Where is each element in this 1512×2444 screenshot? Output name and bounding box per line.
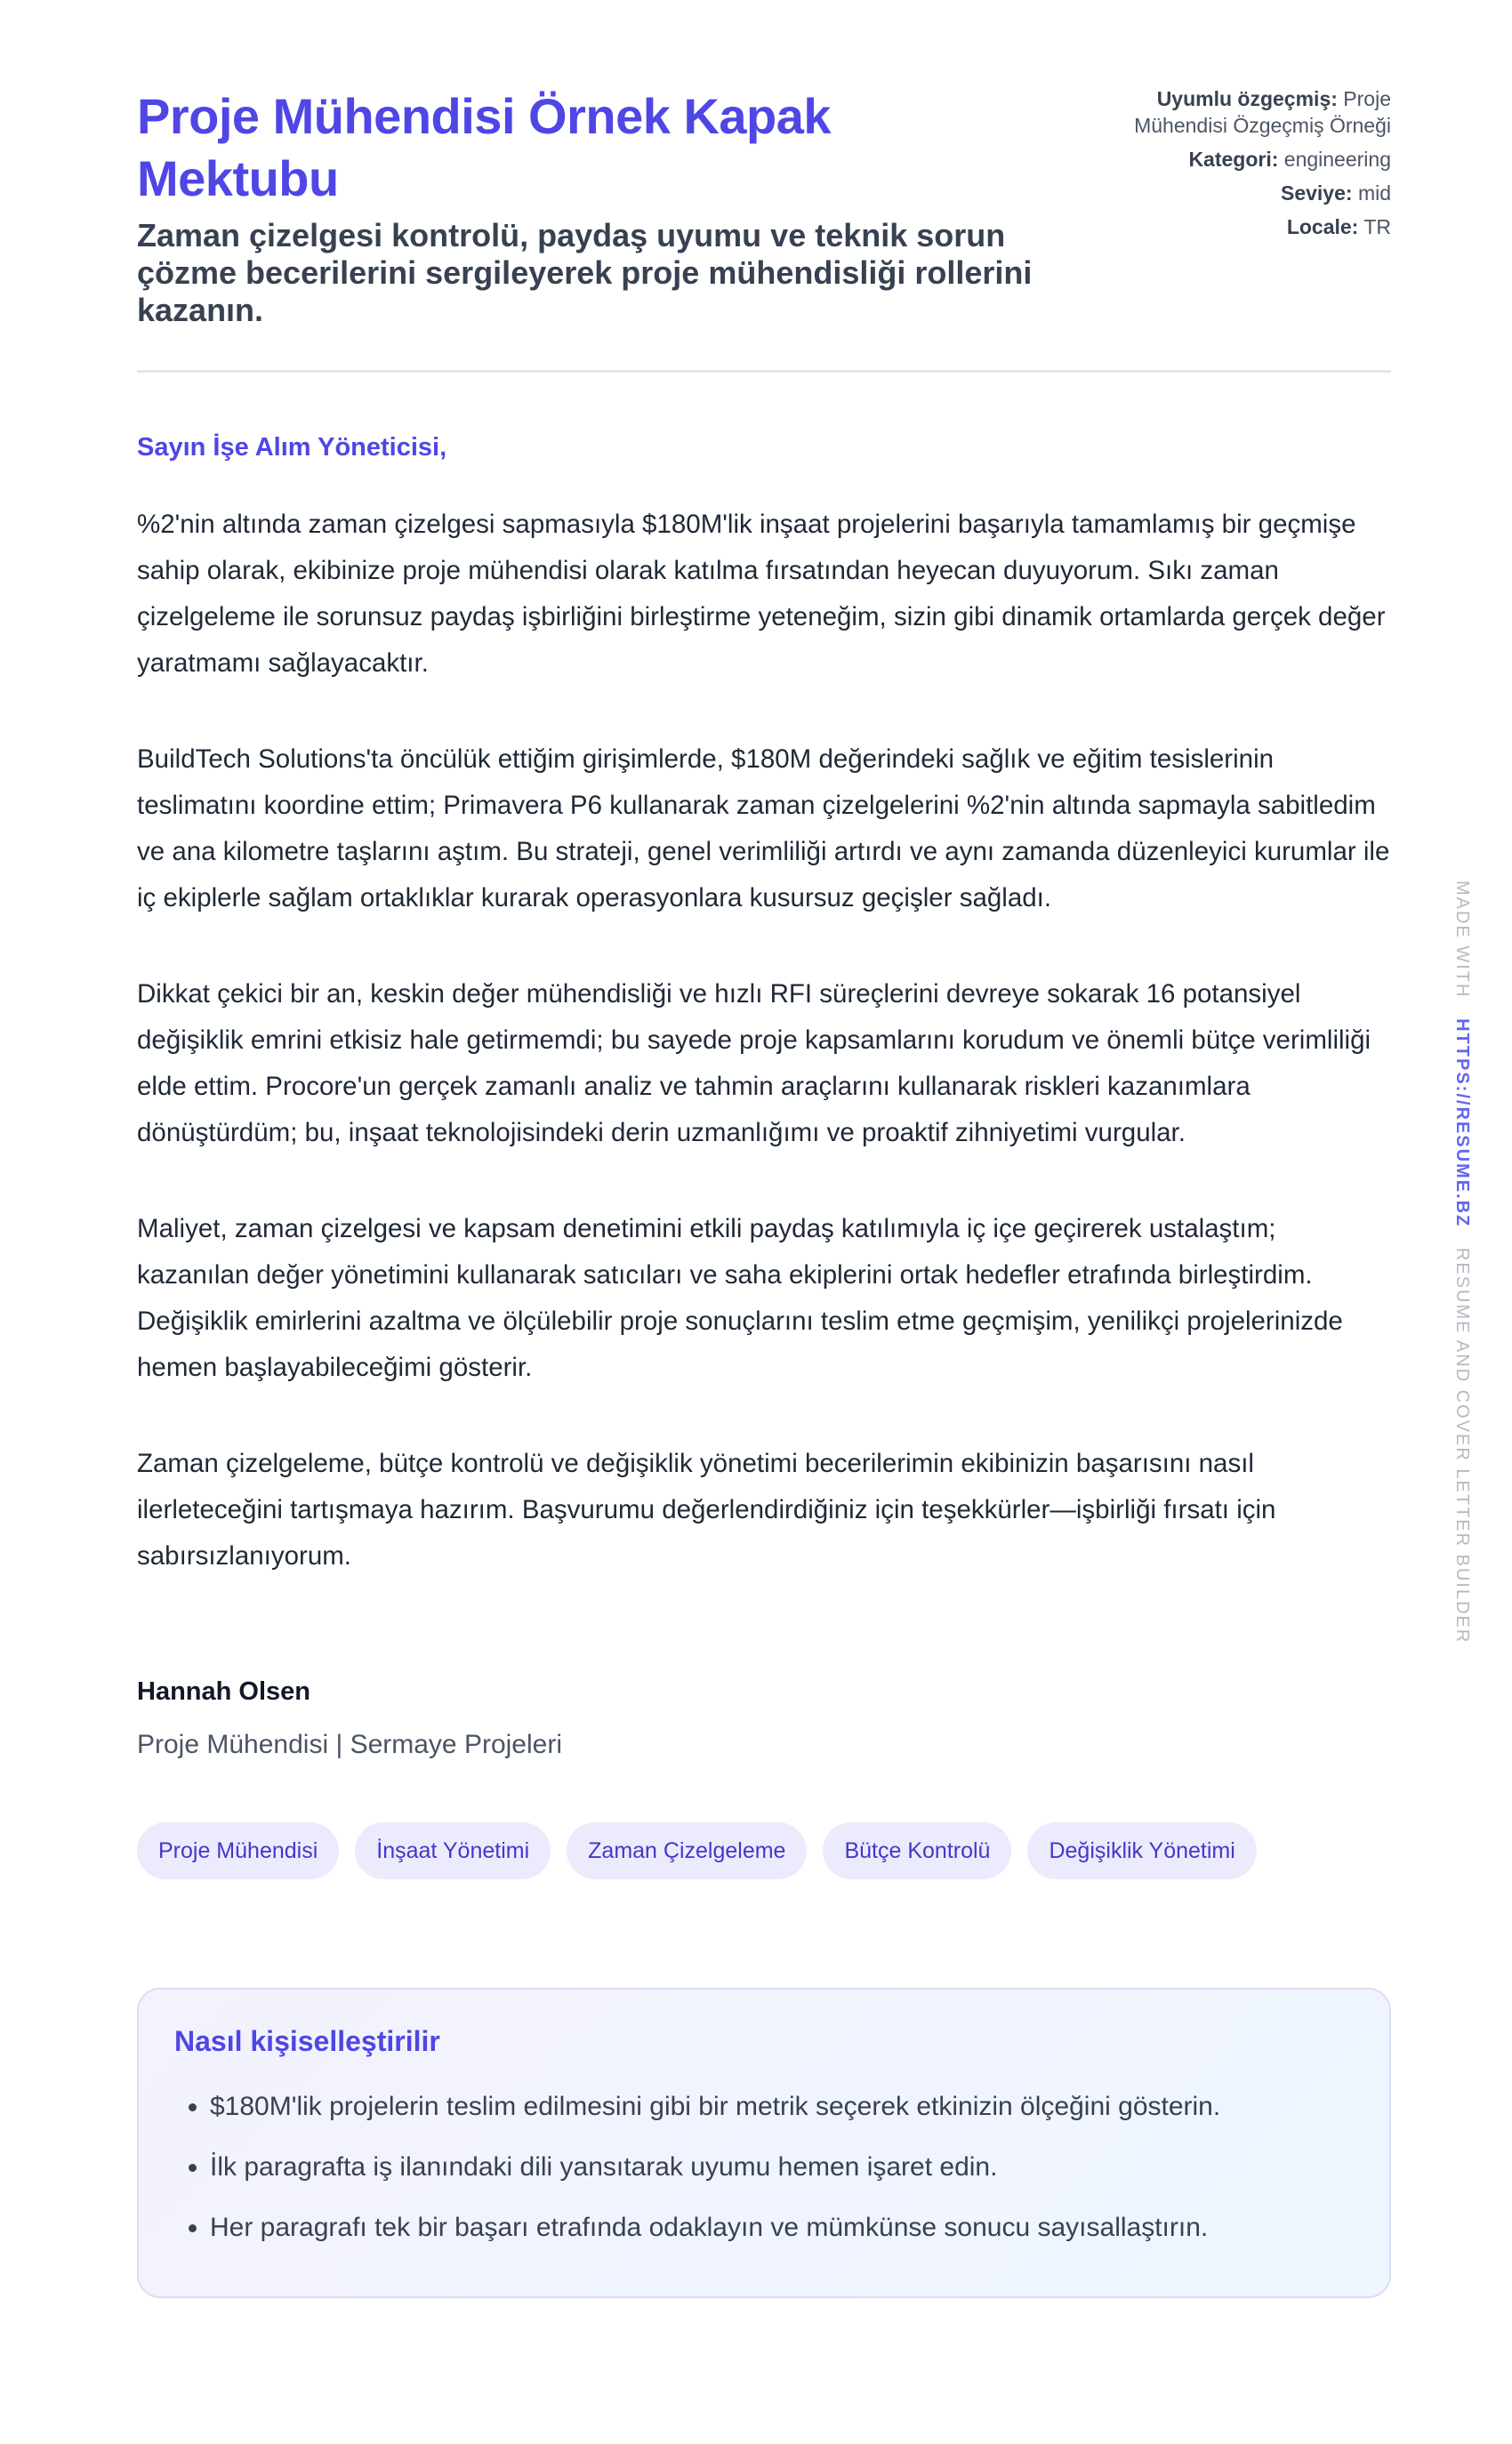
tip-item: • $180M'lik projelerin teslim edilmesini gibi bir metrik seçerek etkinizin ölçeğini gösterin. (210, 2088, 1354, 2126)
tip-item: • Her paragrafı tek bir başarı etrafında odaklayın ve mümkünse sonucu sayısallaştırın. (210, 2209, 1354, 2247)
meta-value: TR (1363, 215, 1391, 238)
meta-label: Seviye: (1280, 181, 1353, 205)
signature-role: Proje Mühendisi | Sermaye Projeleri (137, 1730, 562, 1759)
watermark-prefix: MADE WITH (1452, 880, 1472, 999)
meta-label: Kategori: (1188, 148, 1279, 171)
page-subtitle: Zaman çizelgesi kontrolü, paydaş uyumu ve teknik sorun çözme becerilerini sergileyerek proje mühendisliği rollerini kazanın. (137, 217, 1033, 328)
paragraph: Maliyet, zaman çizelgesi ve kapsam denetimini etkili paydaş katılımıyla iç içe geçirerek ustalaştım; kazanılan değer yönetimini kullanarak satıcıları ve saha ekiplerini ortak hedefler etrafında birleştirdim. Değişiklik emirlerini azaltma ve ölçülebilir proje sonuçlarını teslim etme geçmişim, yenilikçi projelerinizde hemen başlayabileceğimi gösterir. (137, 1214, 1343, 1382)
tips-list (174, 2088, 1354, 2247)
tag[interactable]: Proje Mühendisi (137, 1822, 339, 1879)
meta-level (1098, 180, 1391, 206)
paragraph: Dikkat çekici bir an, keskin değer mühendisliği ve hızlı RFI süreçlerini devreye sokarak 16 potansiyel değişiklik emrini etkisiz hale getirmemdi; bu sayede proje kapsamlarını korudum ve önemli bütçe verimliliği elde ettim. Procore'un gerçek zamanlı analiz ve tahmin araçlarını kullanarak riskleri kazanımlara dönüştürdüm; bu, inşaat teknolojisindeki derin uzmanlığımı ve proaktif zihniyetimi vurgular. (137, 979, 1371, 1147)
watermark-suffix: RESUME AND COVER LETTER BUILDER (1452, 1247, 1472, 1644)
meta-value: mid (1357, 181, 1391, 205)
tag-list (137, 1822, 1391, 1879)
paragraph: BuildTech Solutions'ta öncülük ettiğim girişimlerde, $180M değerindeki sağlık ve eğitim tesislerinin teslimatını koordine ettim; Primavera P6 kullanarak zaman çizelgelerini %2'nin altında sapmayla sabitledim ve ana kilometre taşlarını aştım. Bu strateji, genel verimliliği artırdı ve aynı zamanda düzenleyici kurumlar ile iç ekiplerle sağlam ortaklıklar kurarak operasyonlara kusursuz geçişler sağladı. (137, 744, 1390, 912)
meta-compatible-resume (1098, 85, 1391, 139)
watermark-text (1448, 880, 1476, 1644)
page-title: Proje Mühendisi Örnek Kapak Mektubu (137, 88, 832, 206)
meta-label: Locale: (1286, 215, 1359, 238)
meta-value[interactable]: Proje Mühendisi Özgeçmiş Örneği (1134, 87, 1391, 137)
paragraph: Zaman çizelgeleme, bütçe kontrolü ve değişiklik yönetimi becerilerimin ekibinizin başarısını nasıl ilerleteceğini tartışmaya hazırım. Başvurumu değerlendirdiğiniz için teşekkürler—işbirliği fırsatı için sabırsızlanıyorum. (137, 1449, 1276, 1571)
title-block (137, 85, 1080, 329)
header (137, 85, 1391, 329)
tips-title: Nasıl kişiselleştirilir (174, 2025, 440, 2057)
watermark-link[interactable]: HTTPS://RESUME.BZ (1452, 1018, 1472, 1228)
letter-body (137, 502, 1391, 1580)
tip-item: • İlk paragrafta iş ilanındaki dili yansıtarak uyumu hemen işaret edin. (210, 2149, 1354, 2186)
signature-name: Hannah Olsen (137, 1677, 310, 1706)
tag[interactable]: Değişiklik Yönetimi (1027, 1822, 1256, 1879)
watermark (1448, 880, 1476, 1644)
salutation: Sayın İşe Alım Yöneticisi, (137, 433, 447, 462)
customization-tips-box (137, 1988, 1391, 2298)
meta-value: engineering (1283, 148, 1391, 171)
divider (137, 370, 1391, 373)
meta-info (1098, 85, 1391, 247)
tag[interactable]: Bütçe Kontrolü (823, 1822, 1011, 1879)
meta-label: Uyumlu özgeçmiş: (1156, 87, 1338, 110)
paragraph: %2'nin altında zaman çizelgesi sapmasıyla $180M'lik inşaat projelerini başarıyla tamamlamış bir geçmişe sahip olarak, ekibinize proje mühendisi olarak katılma fırsatından heyecan duyuyorum. Sıkı zaman çizelgeleme ile sorunsuz paydaş işbirliğini birleştirme yeteneğim, sizin gibi dinamik ortamlarda gerçek değer yaratmamı sağlayacaktır. (137, 510, 1386, 678)
cover-letter-page (137, 85, 1391, 2298)
meta-locale (1098, 213, 1391, 240)
tag[interactable]: İnşaat Yönetimi (355, 1822, 551, 1879)
meta-category (1098, 146, 1391, 173)
tag[interactable]: Zaman Çizelgeleme (567, 1822, 807, 1879)
